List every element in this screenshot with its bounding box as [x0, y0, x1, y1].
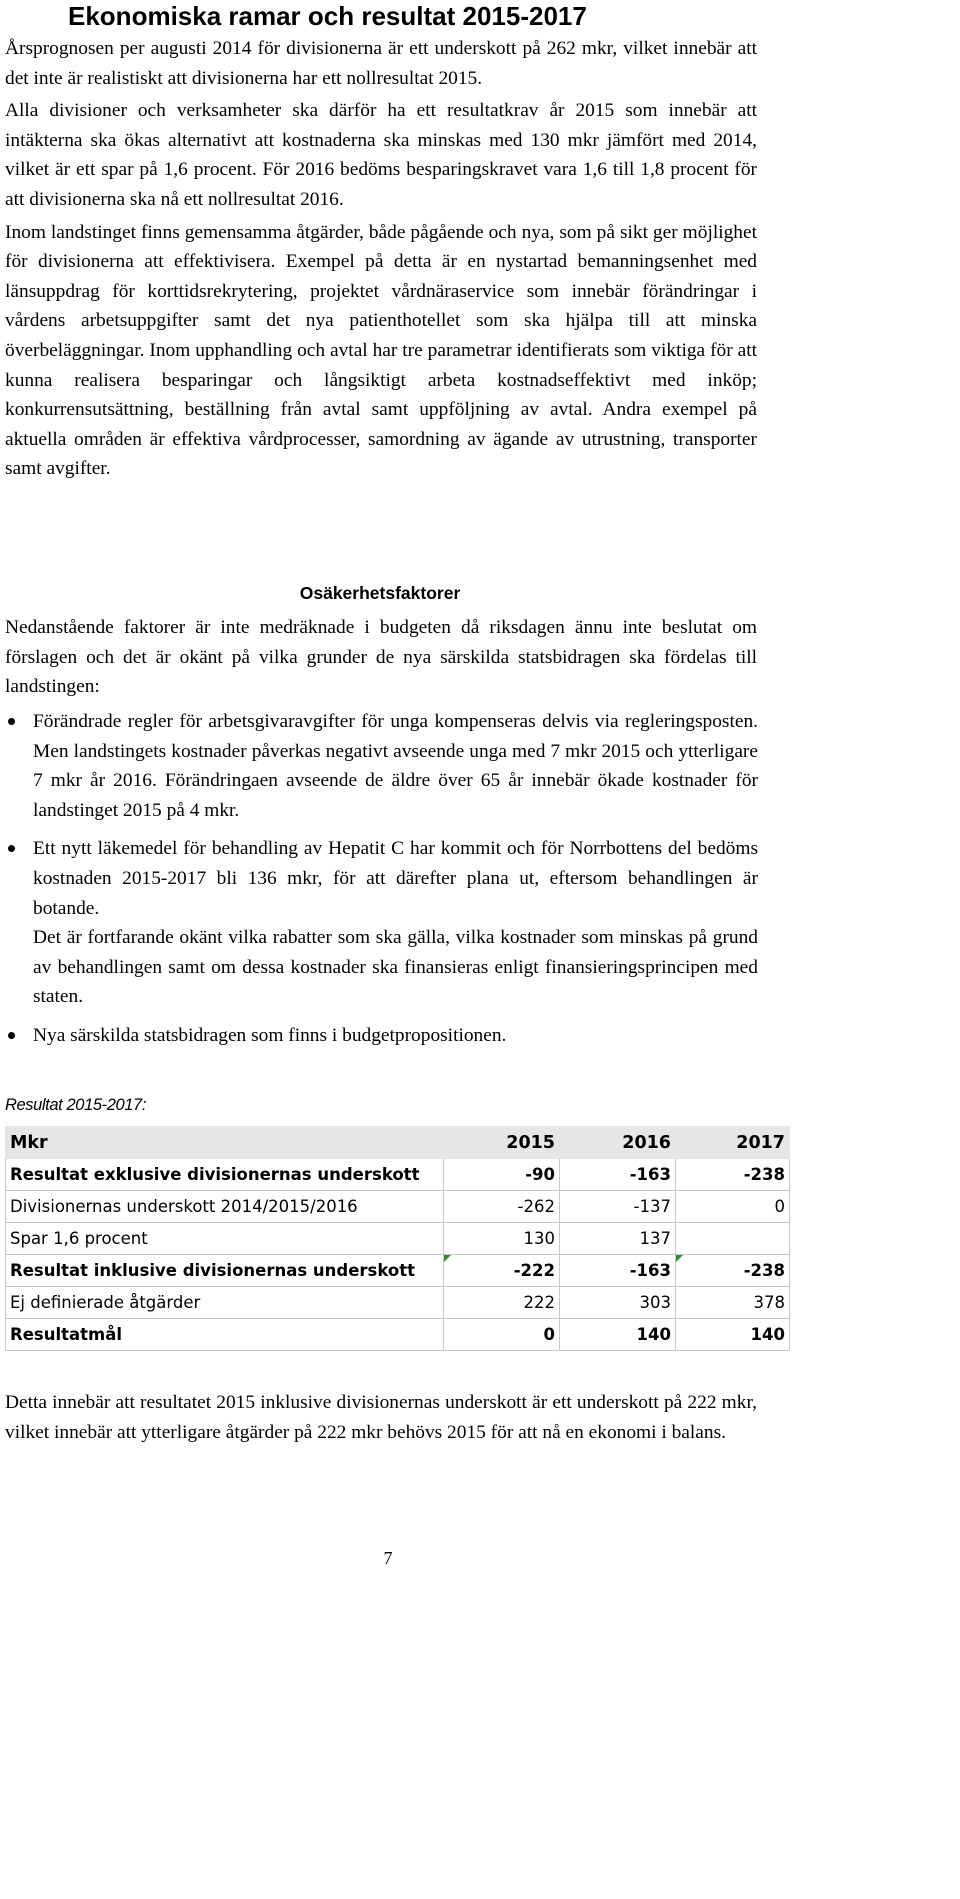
row-label: Resultatmål [6, 1319, 444, 1351]
table-caption: Resultat 2015-2017: [5, 1096, 147, 1114]
cell-2017: 0 [676, 1191, 790, 1223]
cell-2017: 378 [676, 1287, 790, 1319]
table-row [6, 1255, 790, 1287]
paragraph: Inom landstinget finns gemensamma åtgärder, både pågående och nya, som på sikt ger möjlighet för divisionerna att effektivisera. Exempel på detta är en nystartad bemanningsenhet med länsuppdrag för korttidsrekrytering, projektet vårdnäraservice som innebär förändringar i vårdens arbetsuppgifter samt det nya patienthotellet som ska hjälpa till att minska överbeläggningar. Inom upphandling och avtal har tre parametrar identifierats som viktiga för att kunna realisera besparingar och långsiktigt arbeta kostnadseffektivt med inköp; konkurrensutsättning, beställning från avtal samt uppföljning av avtal. Andra exempel på aktuella områden är effektiva vårdprocesser, samordning av ägande av utrustning, transporter samt avgifter. [5, 221, 757, 480]
bullet-icon [8, 845, 15, 852]
cell-2016: -163 [560, 1255, 676, 1287]
cell-2015: 0 [444, 1319, 560, 1351]
table-header-row [6, 1127, 790, 1159]
table-row [6, 1159, 790, 1191]
column-header: 2016 [560, 1127, 676, 1159]
paragraph: Alla divisioner och verksamheter ska därför ha ett resultatkrav år 2015 som innebär att intäkterna ska ökas alternativt att kostnaderna ska minskas med 130 mkr jämfört med 2014, vilket är ett spar på 1,6 procent. För 2016 bedöms besparingskravet vara 1,6 till 1,8 procent för att divisionerna ska nå ett nollresultat 2016. [5, 100, 757, 210]
list-item-extra-text: Det är fortfarande okänt vilka rabatter som ska gälla, vilka kostnader som minskas på grund av behandlingen samt om dessa kostnader ska finansieras enligt finansieringsprincipen med staten. [33, 927, 758, 1008]
column-header: 2017 [676, 1127, 790, 1159]
page-number: 7 [383, 1548, 393, 1568]
cell-2017: 140 [676, 1319, 790, 1351]
list-item [5, 834, 758, 1012]
results-table [5, 1126, 790, 1351]
page-title: Ekonomiska ramar och resultat 2015-2017 [68, 1, 587, 31]
cell-2016: -163 [560, 1159, 676, 1191]
paragraph: Nedanstående faktorer är inte medräknade i budgeten då riksdagen ännu inte beslutat om förslagen och det är okänt på vilka grunder de nya särskilda statsbidragen ska fördelas till landstingen: [5, 617, 757, 698]
uncertainty-intro [5, 613, 757, 705]
closing-paragraph [5, 1388, 757, 1450]
column-header: Mkr [6, 1127, 444, 1159]
cell-2017: -238 [676, 1159, 790, 1191]
cell-2015: -90 [444, 1159, 560, 1191]
table-row [6, 1191, 790, 1223]
list-item [5, 707, 758, 825]
cell-2016: 140 [560, 1319, 676, 1351]
column-header: 2015 [444, 1127, 560, 1159]
row-label: Spar 1,6 procent [6, 1223, 444, 1255]
list-item [5, 1021, 758, 1051]
uncertainty-list [5, 707, 758, 1060]
row-label: Divisionernas underskott 2014/2015/2016 [6, 1191, 444, 1223]
section-heading: Osäkerhetsfaktorer [299, 583, 461, 603]
bullet-icon [8, 718, 15, 725]
cell-2016: -137 [560, 1191, 676, 1223]
cell-2017: -238 [676, 1255, 790, 1287]
paragraph: Detta innebär att resultatet 2015 inklusive divisionernas underskott är ett underskott på 222 mkr, vilket innebär att ytterligare åtgärder på 222 mkr behövs 2015 för att nå en ekonomi i balans. [5, 1392, 757, 1443]
cell-2015: 222 [444, 1287, 560, 1319]
list-item-text: Förändrade regler för arbetsgivaravgifter för unga kompenseras delvis via regleringsposten. Men landstingets kostnader påverkas negativt avseende unga med 7 mkr 2015 och ytterligare 7 mkr år 2016. Förändringaen avseende de äldre över 65 år innebär ökade kostnader för landstinget 2015 på 4 mkr. [33, 711, 758, 821]
row-label: Ej definierade åtgärder [6, 1287, 444, 1319]
list-item-text: Nya särskilda statsbidragen som finns i budgetpropositionen. [33, 1024, 507, 1046]
cell-2017 [676, 1223, 790, 1255]
table-row [6, 1223, 790, 1255]
economic-frames-section [5, 34, 757, 487]
table-row [6, 1319, 790, 1351]
cell-2016: 137 [560, 1223, 676, 1255]
cell-2016: 303 [560, 1287, 676, 1319]
cell-2015: 130 [444, 1223, 560, 1255]
bullet-icon [8, 1032, 15, 1039]
cell-2015: -222 [444, 1255, 560, 1287]
paragraph: Årsprognosen per augusti 2014 för divisionerna är ett underskott på 262 mkr, vilket innebär att det inte är realistiskt att divisionerna har ett nollresultat 2015. [5, 38, 757, 89]
row-label: Resultat inklusive divisionernas underskott [6, 1255, 444, 1287]
row-label: Resultat exklusive divisionernas underskott [6, 1159, 444, 1191]
table-row [6, 1287, 790, 1319]
cell-2015: -262 [444, 1191, 560, 1223]
list-item-text: Ett nytt läkemedel för behandling av Hepatit C har kommit och för Norrbottens del bedöms kostnaden 2015-2017 bli 136 mkr, för att därefter plana ut, eftersom behandlingen är botande. [33, 838, 758, 919]
